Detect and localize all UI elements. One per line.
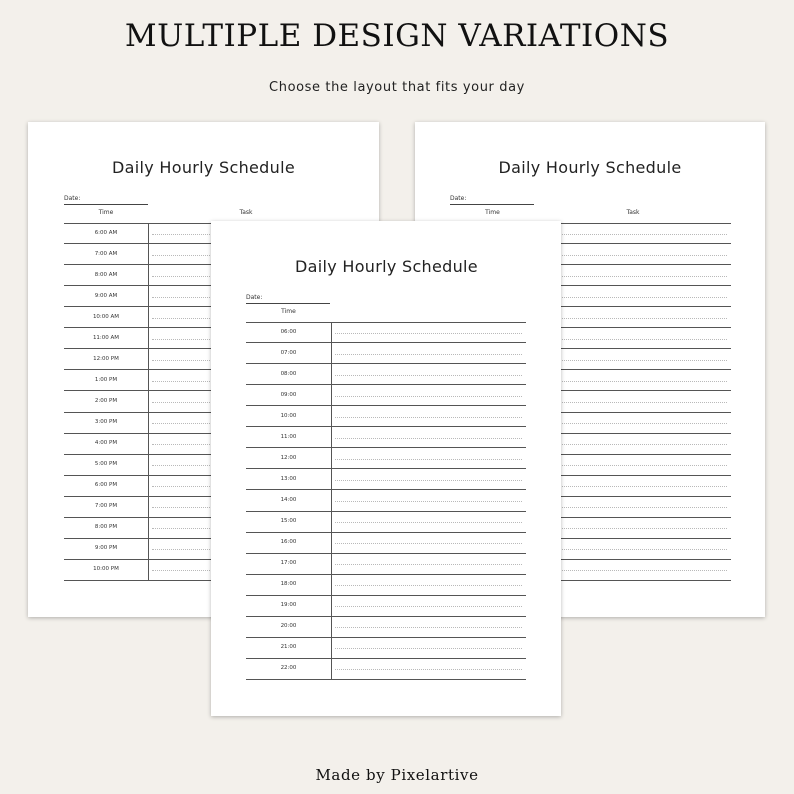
task-guide-line (539, 486, 727, 487)
task-guide-line (539, 318, 727, 319)
row-time-label: 4:00 PM (94, 440, 118, 447)
time-column-header: Time (281, 308, 296, 315)
task-guide-line (539, 339, 727, 340)
task-guide-line (539, 549, 727, 550)
task-guide-line (335, 648, 522, 649)
planner-sheet-middle (211, 221, 561, 716)
row-time-label: 06:00 (280, 328, 297, 335)
task-guide-line (335, 669, 522, 670)
date-field: Date: (246, 294, 330, 304)
task-guide-line (335, 606, 522, 607)
row-time-label: 9:00 PM (94, 545, 118, 552)
row-time-label: 18:00 (280, 581, 297, 588)
task-guide-line (539, 528, 727, 529)
schedule-row (246, 512, 526, 533)
task-guide-line (335, 438, 522, 439)
task-guide-line (335, 585, 522, 586)
row-time-label: 14:00 (280, 496, 297, 503)
subheadline: Choose the layout that fits your day (269, 80, 525, 95)
task-guide-line (335, 354, 522, 355)
schedule-row (246, 322, 526, 343)
task-guide-line (335, 375, 522, 376)
date-field: Date: (64, 195, 148, 205)
schedule-row (246, 533, 526, 554)
task-guide-line (335, 522, 522, 523)
task-guide-line (539, 276, 727, 277)
row-time-label: 22:00 (280, 665, 297, 672)
schedule-row (246, 554, 526, 575)
row-time-label: 2:00 PM (94, 397, 118, 404)
task-guide-line (335, 501, 522, 502)
row-time-label: 12:00 PM (93, 355, 119, 362)
task-guide-line (335, 564, 522, 565)
time-column-header: Time (98, 209, 114, 216)
task-guide-line (335, 417, 522, 418)
schedule-row (246, 343, 526, 364)
row-time-label: 11:00 (280, 433, 297, 440)
task-guide-line (539, 444, 727, 445)
task-guide-line (539, 297, 727, 298)
schedule-row (246, 406, 526, 427)
row-time-label: 08:00 (280, 370, 297, 377)
row-time-label: 8:00 AM (94, 271, 118, 278)
schedule-row (246, 490, 526, 511)
row-time-label: 6:00 PM (94, 482, 118, 489)
row-time-label: 5:00 PM (94, 461, 118, 468)
task-guide-line (335, 459, 522, 460)
date-field: Date: (450, 195, 534, 205)
schedule-row (246, 427, 526, 448)
row-time-label: 7:00 PM (94, 503, 118, 510)
row-time-label: 17:00 (280, 560, 297, 567)
row-time-label: 15:00 (280, 518, 297, 525)
task-column-header: Task (626, 209, 640, 216)
schedule-row (246, 575, 526, 596)
row-time-label: 11:00 AM (92, 334, 120, 341)
sheet-title: Daily Hourly Schedule (498, 158, 682, 177)
time-column-header: Time (485, 209, 500, 216)
schedule-row (246, 364, 526, 385)
row-time-label: 10:00 PM (93, 566, 119, 573)
row-time-label: 09:00 (280, 391, 297, 398)
row-time-label: 12:00 (280, 454, 297, 461)
task-guide-line (539, 255, 727, 256)
row-time-label: 20:00 (280, 623, 297, 630)
schedule-row (246, 617, 526, 638)
task-guide-line (539, 360, 727, 361)
row-time-label: 16:00 (280, 539, 297, 546)
task-guide-line (539, 570, 727, 571)
row-time-label: 10:00 (280, 412, 297, 419)
row-time-label: 19:00 (280, 602, 297, 609)
task-guide-line (539, 402, 727, 403)
row-time-label: 9:00 AM (94, 292, 118, 299)
task-guide-line (335, 333, 522, 334)
footer-credit: Made by Pixelartive (315, 766, 479, 784)
row-time-label: 7:00 AM (94, 250, 118, 257)
schedule-row (246, 448, 526, 469)
schedule-row (246, 385, 526, 406)
task-column-header: Task (239, 209, 253, 216)
schedule-row (246, 596, 526, 617)
row-rule (246, 679, 526, 680)
row-time-label: 07:00 (280, 349, 297, 356)
schedule-row (246, 638, 526, 659)
schedule-row (246, 469, 526, 490)
task-guide-line (335, 627, 522, 628)
row-time-label: 6:00 AM (94, 229, 118, 236)
row-time-label: 8:00 PM (94, 524, 118, 531)
schedule-grid (246, 322, 526, 680)
task-guide-line (539, 234, 727, 235)
task-guide-line (335, 396, 522, 397)
schedule-row (246, 659, 526, 680)
task-guide-line (539, 381, 727, 382)
row-time-label: 3:00 PM (94, 419, 118, 426)
row-time-label: 21:00 (280, 644, 297, 651)
row-time-label: 1:00 PM (94, 376, 118, 383)
sheet-title: Daily Hourly Schedule (112, 158, 295, 177)
row-time-label: 13:00 (280, 475, 297, 482)
task-guide-line (539, 507, 727, 508)
task-guide-line (539, 465, 727, 466)
row-time-label: 10:00 AM (92, 313, 120, 320)
task-guide-line (335, 480, 522, 481)
sheet-title: Daily Hourly Schedule (295, 257, 478, 276)
task-guide-line (335, 543, 522, 544)
headline: MULTIPLE DESIGN VARIATIONS (124, 18, 670, 54)
task-guide-line (539, 423, 727, 424)
